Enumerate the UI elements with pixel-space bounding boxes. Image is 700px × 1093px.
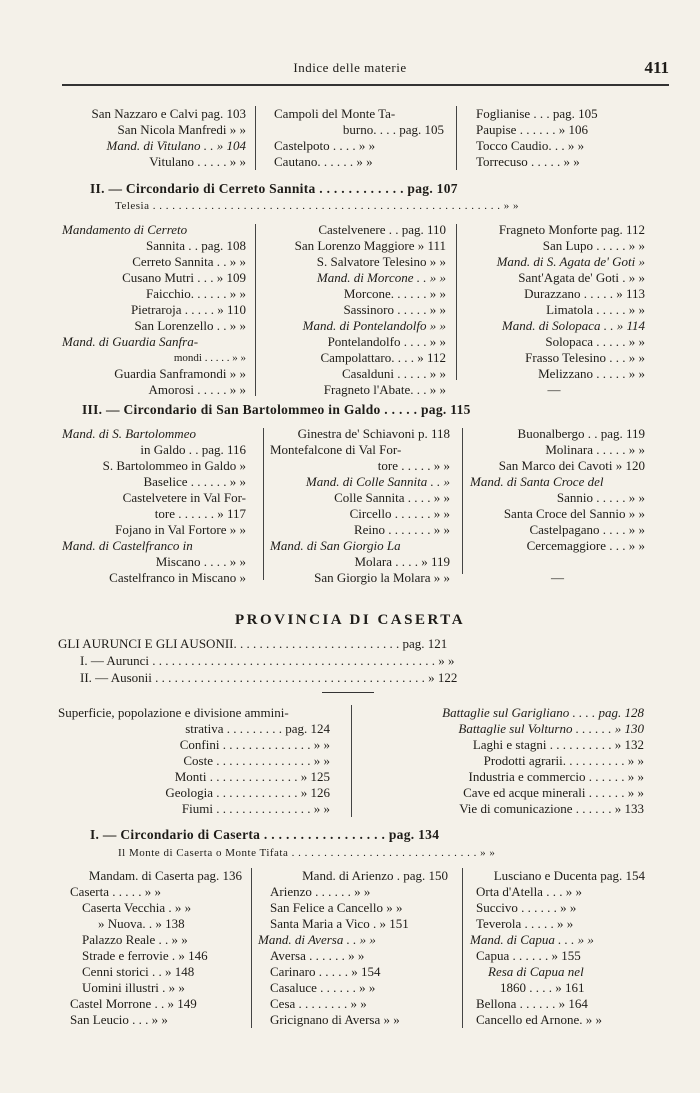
index-entry: Castel Morrone . . » 149 [70,996,197,1011]
section-heading-caserta: I. — Circondario di Caserta . . . . . . . . . . . . . . . . . pag. 134 [90,827,440,842]
index-entry: Durazzano . . . . . » 113 [524,286,645,301]
index-entry: Mand. di S. Agata de' Goti » [496,254,645,269]
index-entry: Mand. di S. Bartolommeo [62,426,196,441]
index-entry: Santa Croce del Sannio » » [503,506,645,521]
column-3 [463,222,645,398]
index-entry: Cusano Mutri . . . » 109 [122,270,246,285]
index-entry: Morcone. . . . . . » » [343,286,446,301]
index-entry: Fragneto Monforte pag. 112 [498,222,645,237]
index-entry: Solopaca . . . . . » » [545,334,645,349]
index-entry: Capua . . . . . . » 155 [476,948,581,963]
index-entry: Paupise . . . . . . » 106 [476,122,588,137]
index-entry: Laghi e stagni . . . . . . . . . . » 132 [472,737,644,752]
index-entry: Mand. di Guardia Sanfra- [62,334,199,349]
index-entry: Santa Maria a Vico . » 151 [270,916,409,931]
column-left [58,705,330,817]
index-entry: Vitulano . . . . . » » [149,154,246,169]
index-entry: Castelvenere . . pag. 110 [318,222,446,237]
index-entry: San Lorenzo Maggiore » 111 [294,238,446,253]
index-entry: San Felice a Cancello » » [270,900,403,915]
index-entry: in Galdo . . pag. 116 [140,442,246,457]
index-entry: Sannita . . pag. 108 [145,238,246,253]
page-header-title: Indice delle materie [293,60,407,75]
index-entry: Battaglie sul Garigliano . . . . pag. 128 [442,705,644,720]
index-entry: Sannio . . . . . » » [556,490,645,505]
index-entry: Succivo . . . . . . » » [476,900,577,915]
index-entry: Resa di Capua nel [488,964,584,979]
index-entry: Campolattaro. . . . » 112 [320,350,446,365]
index-entry: Mand. di Solopaca . . » 114 [501,318,645,333]
column-divider [251,868,252,1028]
index-entry: Mand. di Pontelandolfo » » [302,318,446,333]
index-entry: Castelpoto . . . . » » [274,138,376,153]
index-entry: tore . . . . . . » 117 [154,506,246,521]
index-line-aurunci-ausonii: GLI AURUNCI E GLI AUSONII. . . . . . . . . . . . . . . . . . . . . . . . . . pag. 121 [58,636,448,651]
index-entry: Fiumi . . . . . . . . . . . . . . . » » [181,801,330,816]
column-3 [470,868,645,1028]
index-entry: Vie di comunicazione . . . . . . » 133 [459,801,644,816]
index-entry: San Lupo . . . . . » » [542,238,645,253]
index-entry: Cenni storici . . » 148 [82,964,195,979]
index-entry: Castelfranco in Miscano » [109,570,246,585]
index-line-aurunci: I. — Aurunci . . . . . . . . . . . . . . . . . . . . . . . . . . . . . . . . . . . . . . . . . . . . » » [80,653,455,668]
index-entry: Fragneto l'Abate. . . » » [323,382,446,397]
index-entry: Monti . . . . . . . . . . . . . . » 125 [174,769,330,784]
index-entry: Prodotti agrarii. . . . . . . . . . » » [483,753,644,768]
index-entry: San Nicola Manfredi » » [117,122,246,137]
index-entry: Molara . . . . » 119 [354,554,450,569]
index-entry: Limatola . . . . . » » [546,302,645,317]
subsection-telesia: Telesia . . . . . . . . . . . . . . . . . . . . . . . . . . . . . . . . . . . . . . . . . . . . . . . . . . . . . . » » [115,200,519,212]
index-entry: Cercemaggiore . . . » » [526,538,645,553]
column-3 [470,426,645,586]
index-entry: Mand. di Santa Croce del [470,474,604,489]
column-divider [462,428,463,574]
index-entry: Gricignano di Aversa » » [270,1012,400,1027]
index-entry: Caserta Vecchia . » » [82,900,192,915]
index-entry: San Nazzaro e Calvi pag. 103 [91,106,246,121]
index-entry: Cave ed acque minerali . . . . . . » » [463,785,644,800]
end-dash: — [551,570,564,585]
column-divider [456,106,457,170]
index-entry: Miscano . . . . » » [155,554,246,569]
index-entry: Mand. di Capua . . . » » [470,932,594,947]
index-entry: Pietraroja . . . . . » 110 [130,302,246,317]
header-rule [62,84,669,86]
index-entry: Buonalbergo . . pag. 119 [517,426,645,441]
index-entry: Lusciano e Ducenta pag. 154 [493,868,645,883]
index-entry: Reino . . . . . . . » » [353,522,450,537]
index-entry: Cerreto Sannita . . » » [132,254,246,269]
index-entry: Casaluce . . . . . . » » [270,980,376,995]
index-entry: Caserta . . . . . » » [70,884,161,899]
index-entry: Mand. di San Giorgio La [270,538,401,553]
index-entry: mondi . . . . . » » [173,352,246,364]
index-entry: Castelvetere in Val For- [122,490,246,505]
index-entry: Sant'Agata de' Goti . » » [518,270,645,285]
index-entry: Amorosi . . . . . » » [148,382,246,397]
index-entry: San Giorgio la Molara » » [314,570,450,585]
index-entry: Sassinoro . . . . . » » [343,302,446,317]
index-entry: Palazzo Reale . . » » [82,932,188,947]
index-entry: Mand. di Vitulano . . » 104 [106,138,246,153]
index-entry: Guardia Sanframondi » » [114,366,246,381]
column-2 [262,222,446,398]
index-entry: Aversa . . . . . . » » [270,948,365,963]
section-heading-cerreto: II. — Circondario di Cerreto Sannita . . . . . . . . . . . . pag. 107 [90,181,458,196]
index-entry: Melizzano . . . . . » » [538,366,645,381]
index-entry: Orta d'Atella . . . » » [476,884,582,899]
province-heading: PROVINCIA DI CASERTA [234,612,466,628]
index-entry: Ginestra de' Schiavoni p. 118 [297,426,450,441]
column-divider [351,705,352,817]
index-entry: Mandam. di Caserta pag. 136 [88,868,242,883]
column-divider [462,868,463,1028]
index-entry: S. Bartolommeo in Galdo » [102,458,246,473]
index-entry: San Marco dei Cavoti » 120 [498,458,645,473]
column-divider [263,428,264,580]
index-entry: Circello . . . . . . » » [349,506,450,521]
index-entry: Montefalcone di Val For- [270,442,402,457]
index-entry: Bellona . . . . . . » 164 [476,996,588,1011]
column-1 [62,222,246,398]
column-divider [255,224,256,396]
column-divider [255,106,256,170]
index-entry: » Nuova. . » 138 [98,916,185,931]
separator-rule [322,692,374,693]
index-entry: Cautano. . . . . . » » [274,154,373,169]
index-entry: Faicchio. . . . . . » » [145,286,246,301]
index-entry: Mand. di Castelfranco in [62,538,193,553]
index-entry: San Leucio . . . » » [70,1012,168,1027]
index-entry: Geologia . . . . . . . . . . . . . » 126 [165,785,330,800]
page-number: 411 [644,58,669,77]
index-entry: tore . . . . . » » [377,458,450,473]
index-entry: Colle Sannita . . . . » » [334,490,450,505]
column-right [358,705,644,817]
index-entry: Castelpagano . . . . » » [529,522,645,537]
index-entry [470,554,645,570]
index-entry: Foglianise . . . pag. 105 [476,106,598,121]
index-entry: Strade e ferrovie . » 146 [82,948,208,963]
index-entry: Casalduni . . . . . » » [342,366,446,381]
index-entry: Superficie, popolazione e divisione ammini- [58,705,289,720]
index-entry: Industria e commercio . . . . . . » » [468,769,644,784]
index-entry: Molinara . . . . . » » [545,442,645,457]
column-2 [270,426,450,586]
index-entry: Battaglie sul Volturno . . . . . . » 130 [458,721,644,736]
index-entry: Confini . . . . . . . . . . . . . . » » [179,737,330,752]
index-line-ausonii: II. — Ausonii . . . . . . . . . . . . . . . . . . . . . . . . . . . . . . . . . . . . . . . . . . » 122 [80,670,458,685]
index-entry: Teverola . . . . . » » [476,916,574,931]
column-divider [456,224,457,380]
index-entry: Pontelandolfo . . . . » » [327,334,446,349]
index-entry: 1860 . . . . » 161 [500,980,585,995]
index-entry: Mand. di Aversa . . » » [258,932,376,947]
index-entry: Tocco Caudio. . . » » [476,138,585,153]
index-entry: Fojano in Val Fortore » » [115,522,246,537]
index-entry: Arienzo . . . . . . » » [270,884,371,899]
index-entry: Coste . . . . . . . . . . . . . . . » » [183,753,330,768]
index-entry: Mandamento di Cerreto [62,222,188,237]
index-entry: strativa . . . . . . . . . pag. 124 [185,721,330,736]
index-entry: Cesa . . . . . . . . » » [270,996,367,1011]
column-3 [476,106,646,170]
column-2 [274,106,444,170]
index-entry: San Lorenzello . . » » [134,318,246,333]
index-entry: S. Salvatore Telesino » » [316,254,446,269]
column-1 [62,426,246,586]
index-entry: Campoli del Monte Ta- [274,106,396,121]
index-entry: Mand. di Colle Sannita . . » [305,474,450,489]
index-entry: Carinaro . . . . . » 154 [270,964,381,979]
index-entry: Uomini illustri . » » [82,980,185,995]
index-entry: Frasso Telesino . . . » » [525,350,645,365]
subsection-monte-tifata: Il Monte di Caserta o Monte Tifata . . . . . . . . . . . . . . . . . . . . . . . . . . . . . » » [118,847,496,859]
column-2 [258,868,448,1028]
index-entry: Mand. di Arienzo . pag. 150 [302,868,448,883]
index-entry: Torrecuso . . . . . » » [476,154,580,169]
section-heading-san-bartolommeo: III. — Circondario di San Bartolommeo in Galdo . . . . . pag. 115 [82,402,471,417]
index-entry: Cancello ed Arnone. » » [476,1012,602,1027]
end-dash: — [547,382,561,397]
index-entry: Mand. di Morcone . . » » [316,270,446,285]
index-entry: burno. . . . pag. 105 [342,122,444,137]
column-1 [58,868,242,1028]
column-1 [62,106,246,170]
index-entry: Baselice . . . . . . » » [143,474,246,489]
